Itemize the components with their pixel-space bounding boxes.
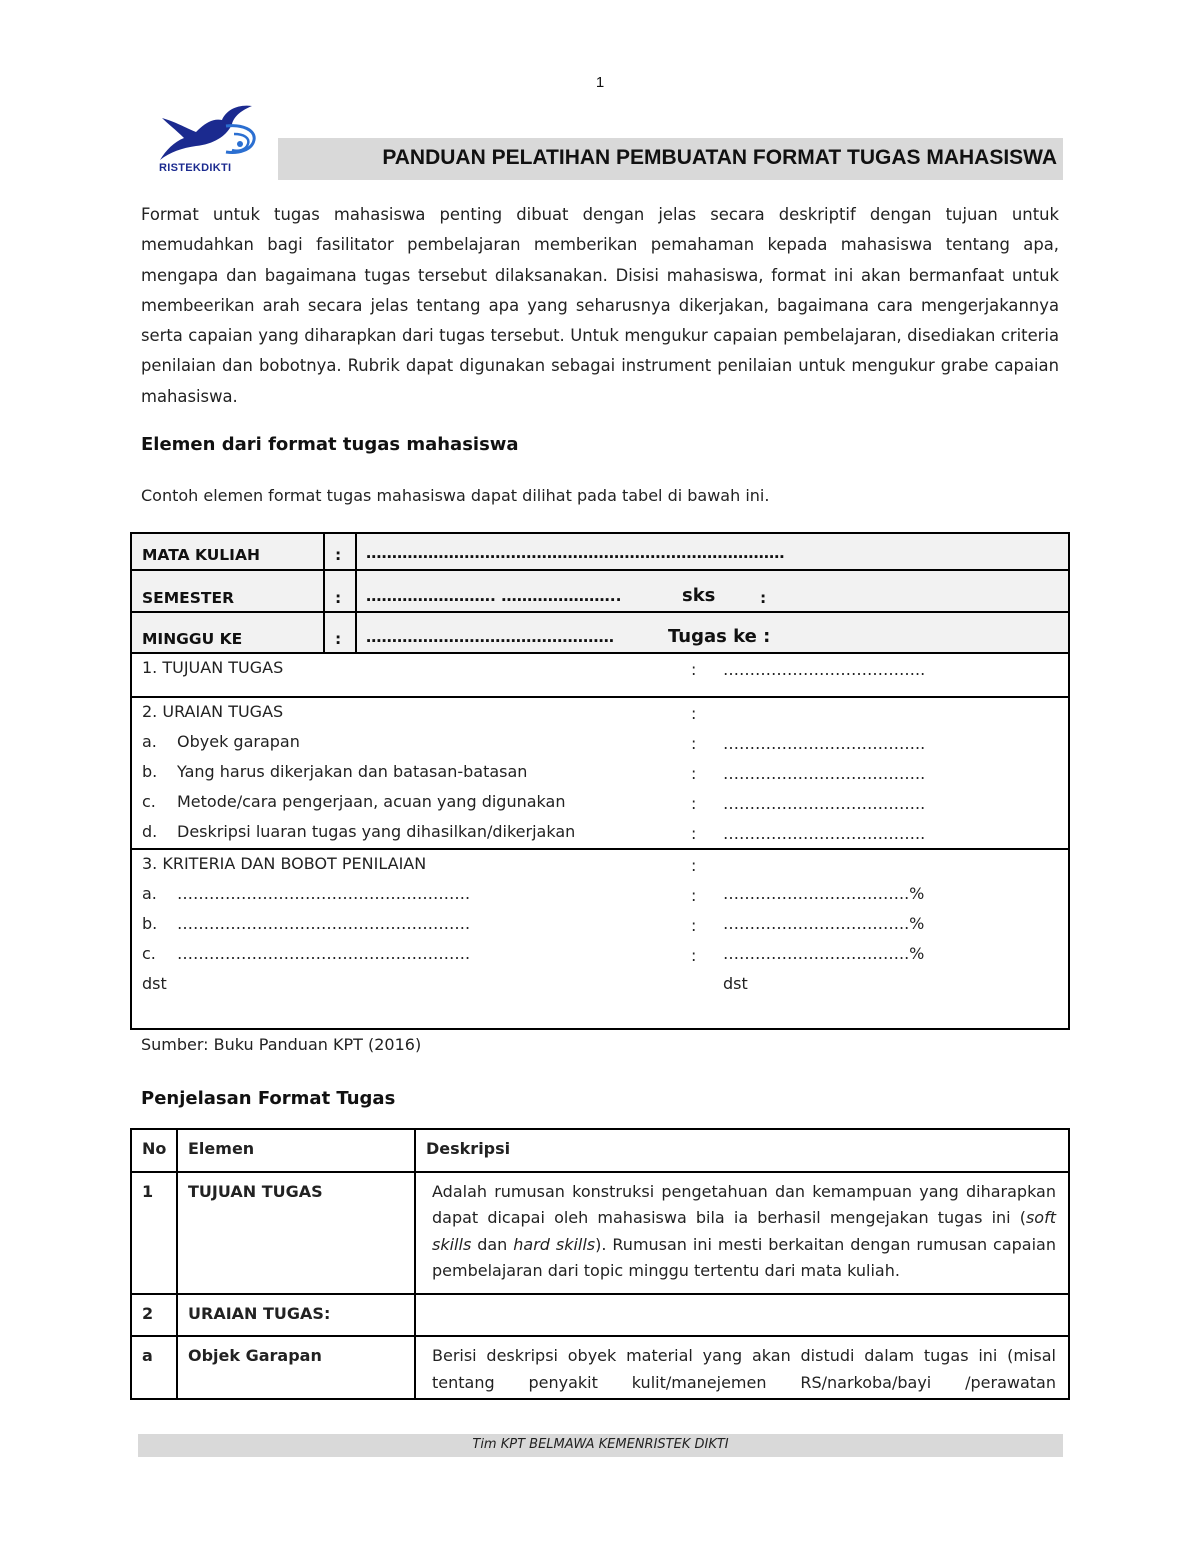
table-row [131, 1336, 1069, 1399]
hard-skills-term: hard skills [513, 1234, 596, 1254]
uraian-item-text: Yang harus dikerjakan dan batasan-batasan [177, 762, 528, 781]
intro-paragraph: Format untuk tugas mahasiswa penting dibuat dengan jelas secara deskriptif dengan tujuan untuk memudahkan bagi fasilitator pembelajaran memberikan pemahaman kepada mahasiswa tentang apa, mengapa dan bagaimana tugas tersebut dilaksanakan. Disisi mahasiswa, format ini akan bermanfaat untuk membeerikan arah secara jelas tentang apa yang seharusnya dikerjakan, bagaimana cara mengerjakannya serta capaian yang diharapkan dari tugas tersebut. Untuk mengukur capaian pembelajaran, disediakan criteria penilaian dan bobotnya. Rubrik dapat digunakan sebagai instrument penilaian untuk mengukur grabe capaian mahasiswa. [141, 205, 1059, 406]
uraian-item-value: ……………………………….. [723, 824, 926, 843]
section-intro-text: Contoh elemen format tugas mahasiswa dapat dilihat pada tabel di bawah ini. [141, 486, 770, 505]
ristekdikti-emblem-icon [156, 100, 262, 164]
kriteria-item-value: ……………………………..% [723, 884, 925, 903]
tujuan-tugas-colon: : [691, 660, 697, 679]
minggu-ke-label: MINGGU KE [142, 630, 243, 648]
section-heading-penjelasan: Penjelasan Format Tugas [141, 1088, 396, 1109]
uraian-item-colon: : [691, 734, 697, 753]
uraian-item-text: Obyek garapan [177, 732, 300, 751]
kriteria-item-value: ……………………………..% [723, 944, 925, 963]
mata-kuliah-colon: : [335, 546, 342, 564]
row-deskripsi-dan: dan [471, 1234, 514, 1254]
row-elemen: Objek Garapan [177, 1336, 415, 1399]
form-row-minggu-ke [132, 613, 1068, 654]
kriteria-item-letter: a. [142, 884, 157, 903]
header-deskripsi: Deskripsi [415, 1129, 1069, 1172]
row-no: a [131, 1336, 177, 1399]
semester-colon: : [335, 589, 342, 607]
header-no: No [131, 1129, 177, 1172]
uraian-item-letter: b. [142, 762, 158, 781]
uraian-item-colon: : [691, 824, 697, 843]
uraian-item-value: ……………………………….. [723, 794, 926, 813]
semester-value: ……………………. ………………….. [366, 587, 622, 605]
footer-text: Tim KPT BELMAWA KEMENRISTEK DIKTI [472, 1437, 729, 1452]
assignment-format-table [130, 532, 1070, 1030]
table-row [131, 1172, 1069, 1294]
uraian-item-letter: a. [142, 732, 157, 751]
document-title-bar [278, 138, 1063, 180]
kriteria-item-text: ………………………………………………. [177, 914, 471, 933]
row-elemen: URAIAN TUGAS: [177, 1294, 415, 1337]
kriteria-item-colon: : [691, 916, 697, 935]
row-elemen: TUJUAN TUGAS [177, 1172, 415, 1294]
row-deskripsi [415, 1172, 1069, 1294]
sks-label: sks [682, 585, 716, 606]
uraian-item-letter: c. [142, 792, 156, 811]
form-row-mata-kuliah [132, 534, 1068, 571]
form-row-semester [132, 571, 1068, 613]
minggu-ke-colon: : [335, 630, 342, 648]
semester-label: SEMESTER [142, 589, 235, 607]
row-deskripsi-part1: Adalah rumusan konstruksi pengetahuan dan kemampuan yang diharapkan dapat dicapai oleh mahasiswa bila ia berhasil mengejakan tugas ini ( [432, 1181, 1056, 1227]
page-footer [138, 1434, 1063, 1457]
table-header-row [131, 1129, 1069, 1172]
uraian-item-value: ……………………………….. [723, 764, 926, 783]
mata-kuliah-label: MATA KULIAH [142, 546, 260, 564]
format-explanation-table [130, 1128, 1070, 1400]
form-row-tujuan-tugas [132, 654, 1068, 698]
kriteria-colon: : [691, 856, 697, 875]
page-number: 1 [595, 74, 605, 91]
tujuan-tugas-value: ……………………………….. [723, 660, 926, 679]
table-source-note: Sumber: Buku Panduan KPT (2016) [141, 1035, 422, 1054]
kriteria-dst-left: dst [142, 974, 167, 993]
kriteria-item-colon: : [691, 886, 697, 905]
row-deskripsi-part2: ). Rumusan ini mesti berkaitan dengan rumusan capaian pembelajaran dari topic minggu tertentu dari mata kuliah. [432, 1234, 1056, 1280]
uraian-item-letter: d. [142, 822, 158, 841]
kriteria-item-value: ……………………………..% [723, 914, 925, 933]
kriteria-item-colon: : [691, 946, 697, 965]
header-elemen: Elemen [177, 1129, 415, 1172]
sks-colon: : [760, 589, 767, 607]
uraian-tugas-colon: : [691, 704, 697, 723]
kriteria-item-text: ………………………………………………. [177, 944, 471, 963]
kriteria-label: 3. KRITERIA DAN BOBOT PENILAIAN [142, 854, 427, 873]
row-no: 2 [131, 1294, 177, 1337]
tugas-ke-label: Tugas ke : [668, 626, 771, 647]
uraian-item-value: ……………………………….. [723, 734, 926, 753]
kriteria-item-letter: c. [142, 944, 156, 963]
form-row-uraian-tugas [132, 698, 1068, 850]
ristekdikti-logo [156, 100, 262, 180]
logo-text: RISTEKDIKTI [159, 162, 232, 174]
kriteria-item-letter: b. [142, 914, 158, 933]
mata-kuliah-value: ……………………………………………………………………… [366, 544, 785, 562]
kriteria-item-text: ………………………………………………. [177, 884, 471, 903]
tujuan-tugas-label: 1. TUJUAN TUGAS [142, 658, 284, 677]
minggu-ke-value: ………………………………………… [366, 628, 614, 646]
row-no: 1 [131, 1172, 177, 1294]
uraian-item-text: Metode/cara pengerjaan, acuan yang digunakan [177, 792, 566, 811]
row-deskripsi: Berisi deskripsi obyek material yang akan distudi dalam tugas ini (misal tentang penyakit kulit/manejemen RS/narkoba/bayi /perawatan [415, 1336, 1069, 1399]
soft-skills-term: soft skills [432, 1208, 1056, 1254]
form-row-kriteria [132, 850, 1068, 1028]
section-heading-elemen: Elemen dari format tugas mahasiswa [141, 434, 519, 455]
uraian-item-colon: : [691, 764, 697, 783]
uraian-item-text: Deskripsi luaran tugas yang dihasilkan/dikerjakan [177, 822, 576, 841]
kriteria-dst-right: dst [723, 974, 748, 993]
uraian-item-colon: : [691, 794, 697, 813]
row-deskripsi [415, 1294, 1069, 1337]
table-row [131, 1294, 1069, 1337]
uraian-tugas-label: 2. URAIAN TUGAS [142, 702, 284, 721]
document-title: PANDUAN PELATIHAN PEMBUATAN FORMAT TUGAS MAHASISWA [382, 146, 1057, 169]
